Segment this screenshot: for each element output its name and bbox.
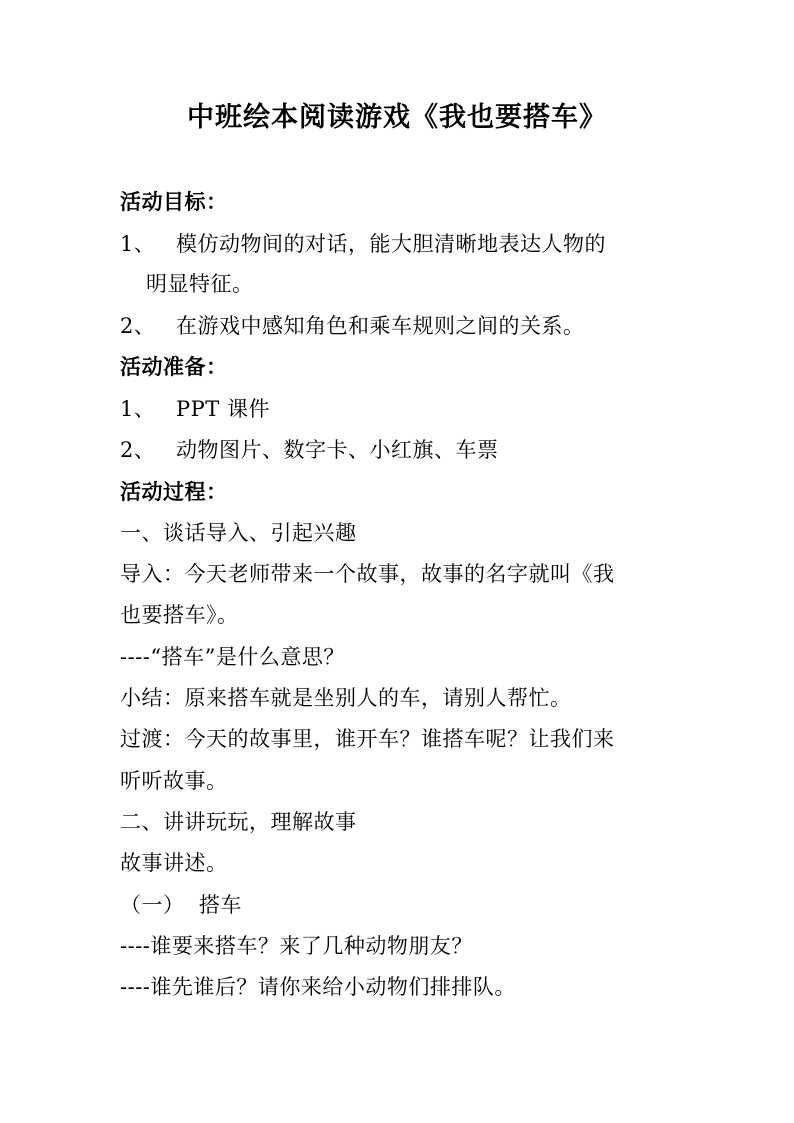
prep-item-1-number: 1、 bbox=[120, 397, 156, 421]
page-title: 中班绘本阅读游戏《我也要搭车》 bbox=[187, 102, 607, 133]
process-line: ----“搭车”是什么意思？ bbox=[120, 645, 345, 669]
goal-item-1-text: 模仿动物间的对话，能大胆清晰地表达人物的 bbox=[176, 232, 606, 256]
process-line: ----谁先谁后？请你来给小动物们排排队。 bbox=[120, 975, 516, 999]
prep-item-2-number: 2、 bbox=[120, 438, 156, 462]
process-line: 导入：今天老师带来一个故事，故事的名字就叫《我 bbox=[120, 562, 615, 586]
goal-item-2-number: 2、 bbox=[120, 314, 156, 338]
process-line: 二、讲讲玩玩，理解故事 bbox=[120, 810, 357, 834]
goal-item-1-number: 1、 bbox=[120, 232, 156, 256]
process-line: 一、谈话导入、引起兴趣 bbox=[120, 521, 357, 545]
process-heading: 活动过程： bbox=[120, 479, 228, 504]
goal-item-2-text: 在游戏中感知角色和乘车规则之间的关系。 bbox=[176, 314, 585, 338]
prep-heading: 活动准备： bbox=[120, 354, 228, 379]
prep-item-2-text: 动物图片、数字卡、小红旗、车票 bbox=[176, 438, 499, 462]
goal-item-1-continuation: 明显特征。 bbox=[146, 272, 254, 296]
prep-item-1 bbox=[120, 395, 270, 423]
process-line: （一） 搭车 bbox=[120, 893, 242, 917]
goal-item-2 bbox=[120, 312, 585, 340]
prep-item-1-text: PPT 课件 bbox=[176, 397, 270, 421]
process-line: ----谁要来搭车？来了几种动物朋友？ bbox=[120, 934, 473, 958]
prep-item-2 bbox=[120, 436, 499, 464]
process-line: 过渡：今天的故事里，谁开车？谁搭车呢？让我们来 bbox=[120, 727, 615, 751]
goals-heading: 活动目标： bbox=[120, 189, 228, 214]
process-line: 小结：原来搭车就是坐别人的车，请别人帮忙。 bbox=[120, 686, 572, 710]
goal-item-1 bbox=[120, 230, 606, 258]
process-line: 听听故事。 bbox=[120, 769, 228, 793]
process-line: 也要搭车》。 bbox=[120, 603, 239, 627]
process-line: 故事讲述。 bbox=[120, 851, 228, 875]
